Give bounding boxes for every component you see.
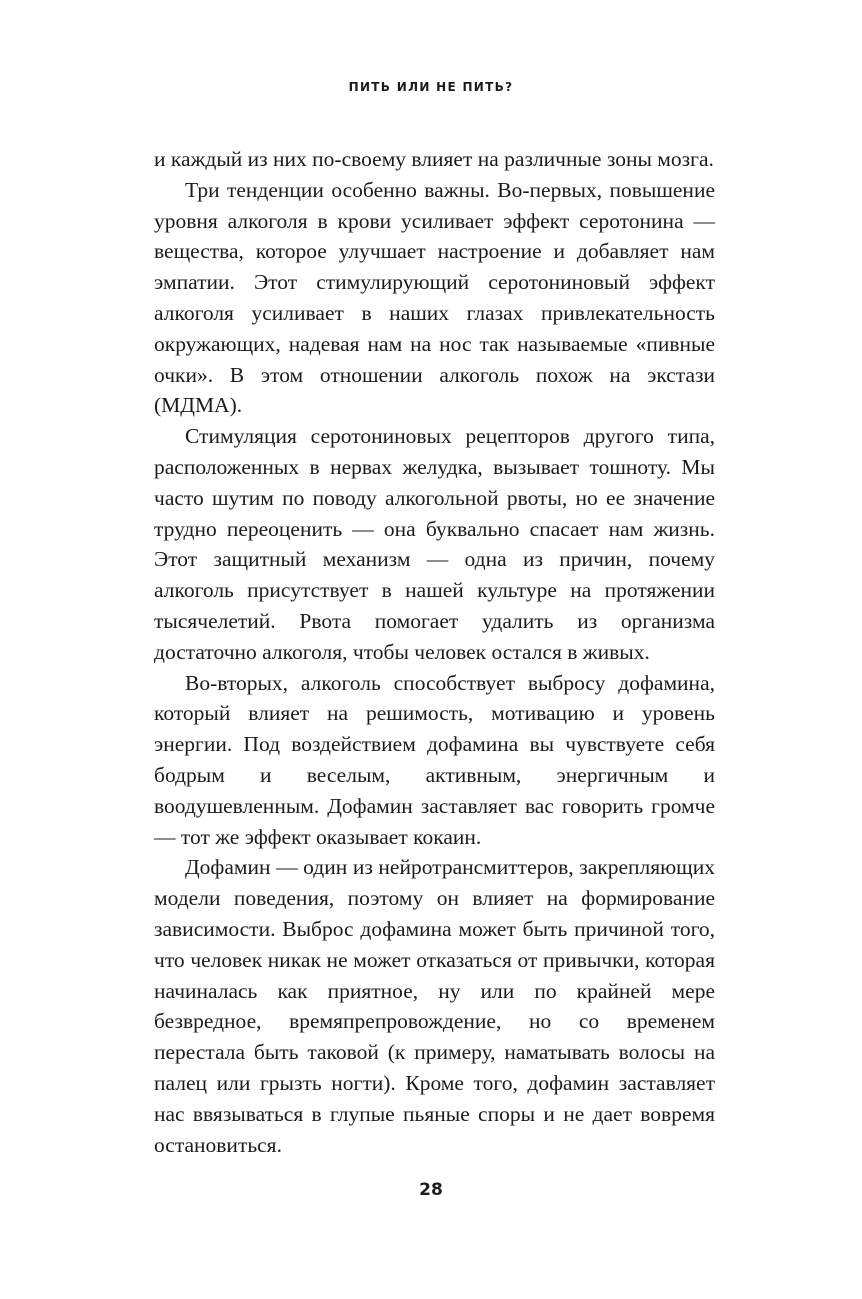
paragraph: Стимуляция серотониновых рецепторов другого типа, расположенных в нервах желудка, вызывает тошноту. Мы часто шутим по поводу алкогольной рвоты, но ее значение трудно переоценить — она буквально спасает нам жизнь. Этот защитный механизм — одна из причин, почему алкоголь присутствует в нашей культуре на протяжении тысячелетий. Рвота помогает удалить из организма достаточно алкоголя, чтобы человек остался в живых. bbox=[154, 424, 715, 664]
page-number: 28 bbox=[419, 1180, 443, 1200]
body-text bbox=[154, 144, 715, 1160]
paragraph: Во-вторых, алкоголь способствует выбросу дофамина, который влияет на решимость, мотивацию и уровень энергии. Под воздействием дофамина вы чувствуете себя бодрым и веселым, активным, энергичным и воодушевленным. Дофамин заставляет вас говорить громче — тот же эффект оказывает кокаин. bbox=[154, 670, 715, 849]
paragraph: Дофамин — один из нейротрансмиттеров, закрепляющих модели поведения, поэтому он влияет на формирование зависимости. Выброс дофамина может быть причиной того, что человек никак не может отказаться от привычки, которая начиналась как приятное, ну или по крайней мере безвредное, времяпрепровождение, но со временем перестала быть таковой (к примеру, наматывать волосы на палец или грызть ногти). Кроме того, дофамин заставляет нас ввязываться в глупые пьяные споры и не дает вовремя остановиться. bbox=[154, 855, 715, 1157]
paragraph: Три тенденции особенно важны. Во-первых, повышение уровня алкоголя в крови усиливает эффект серотонина — вещества, которое улучшает настроение и добавляет нам эмпатии. Этот стимулирующий серотониновый эффект алкоголя усиливает в наших глазах привлекательность окружающих, надевая нам на нос так называемые «пивные очки». В этом отношении алкоголь похож на экстази (МДМА). bbox=[154, 177, 715, 418]
paragraph-continued: и каждый из них по-своему влияет на различные зоны мозга. bbox=[154, 147, 714, 171]
running-head: ПИТЬ ИЛИ НЕ ПИТЬ? bbox=[348, 80, 514, 94]
